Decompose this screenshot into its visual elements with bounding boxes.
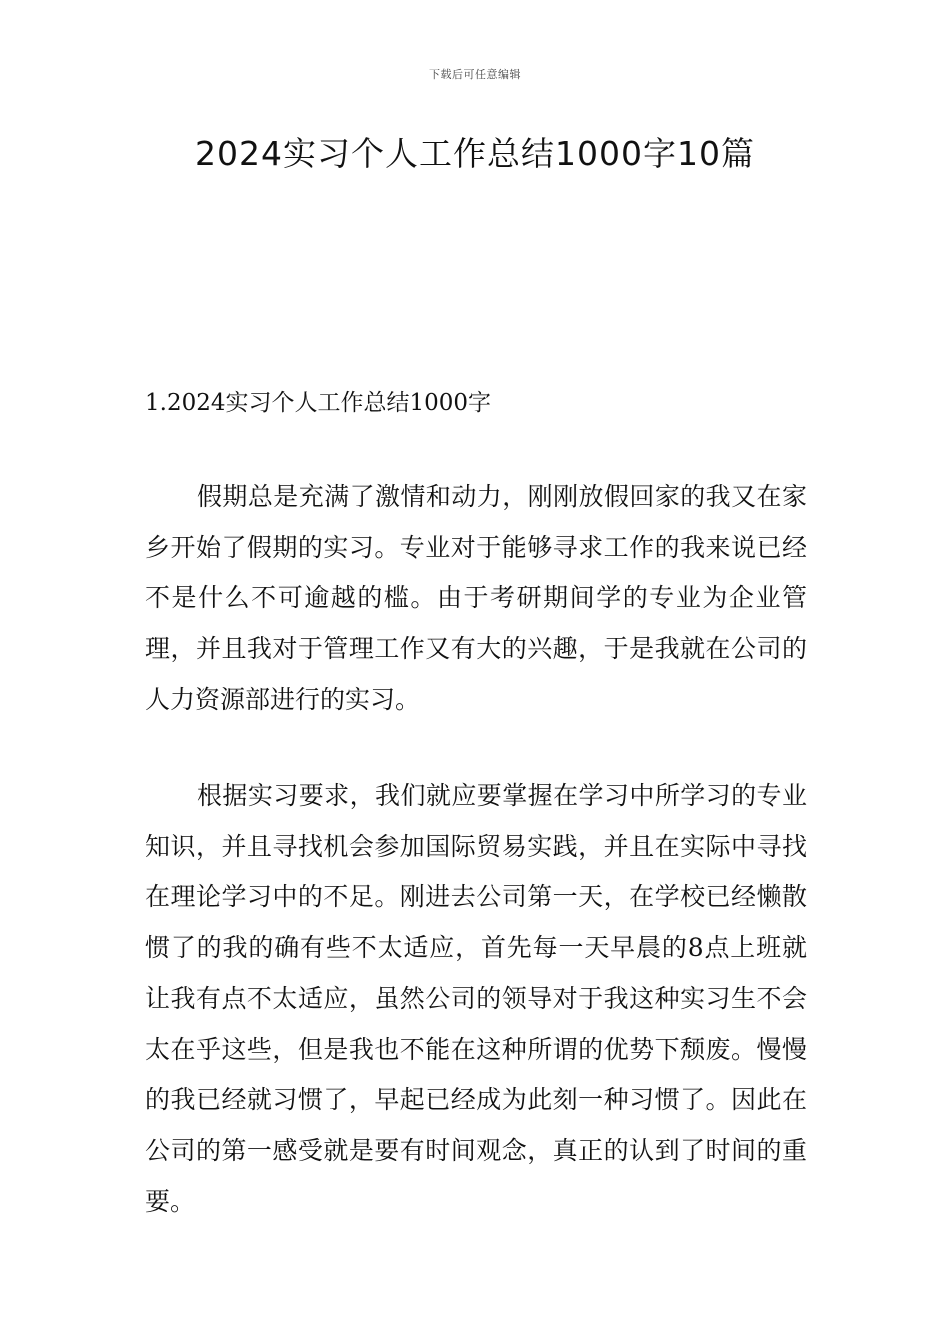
paragraph-1: 假期总是充满了激情和动力，刚刚放假回家的我又在家乡开始了假期的实习。专业对于能够寻求工作的我来说已经不是什么不可逾越的槛。由于考研期间学的专业为企业管理，并且我对于管理工作又有大的兴趣，于是我就在公司的人力资源部进行的实习。 bbox=[145, 482, 807, 714]
document-title: 2024实习个人工作总结1000字10篇 bbox=[195, 134, 755, 173]
header-note: 下载后可任意编辑 bbox=[429, 68, 521, 81]
paragraph-2: 根据实习要求，我们就应要掌握在学习中所学习的专业知识，并且寻找机会参加国际贸易实践，并且在实际中寻找在理论学习中的不足。刚进去公司第一天，在学校已经懒散惯了的我的确有些不太适应，首先每一天早晨的8点上班就让我有点不太适应，虽然公司的领导对于我这种实习生不会太在乎这些，但是我也不能在这种所谓的优势下颓废。慢慢的我已经就习惯了，早起已经成为此刻一种习惯了。因此在公司的第一感受就是要有时间观念，真正的认到了时间的重要。 bbox=[145, 781, 807, 1216]
section-heading: 1.2024实习个人工作总结1000字 bbox=[145, 390, 492, 416]
